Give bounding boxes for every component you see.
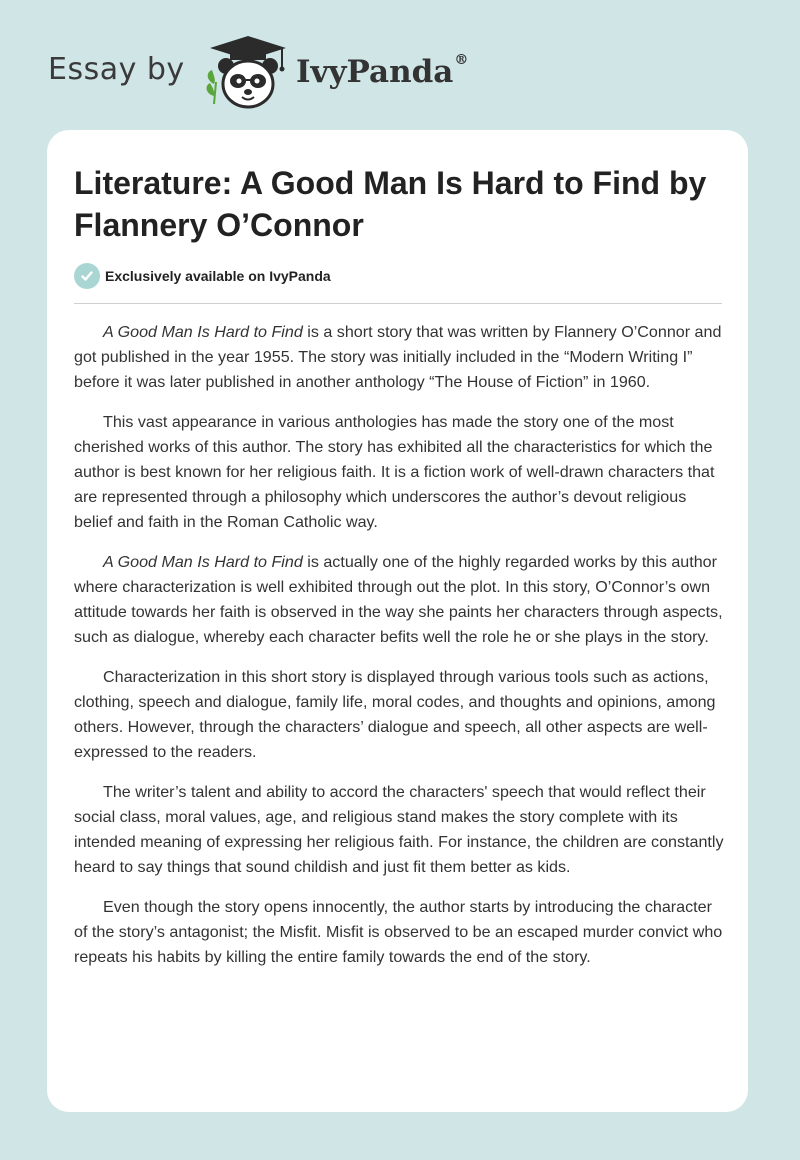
paragraph [74, 895, 724, 970]
paragraph [74, 665, 724, 765]
paragraph-text: Even though the story opens innocently, the author starts by introducing the character of the story’s antagonist; the Misfit. Misfit is observed to be an escaped murder convict who repeats his habits by killing the entire family towards the end of the story. [74, 898, 723, 966]
registered-mark: ® [454, 52, 469, 68]
divider [74, 303, 722, 304]
italic-title: A Good Man Is Hard to Find [103, 553, 303, 571]
paragraph-text: Characterization in this short story is displayed through various tools such as actions, clothing, speech and dialogue, family life, moral codes, and thoughts and opinions, among others. However, through the characters’ dialogue and speech, all other aspects are well-expressed to the readers. [74, 668, 716, 761]
italic-title: A Good Man Is Hard to Find [103, 323, 303, 341]
brand-name[interactable] [296, 54, 468, 90]
brand-text: IvyPanda [296, 54, 454, 90]
panda-logo-icon[interactable] [200, 34, 292, 110]
essay-title: Literature: A Good Man Is Hard to Find by Flannery O’Connor [74, 165, 707, 243]
paragraph-text: The writer’s talent and ability to accord the characters' speech that would reflect their social class, moral values, age, and religious stand makes the story complete with its intended meaning of expressing her religious faith. For instance, the children are constantly heard to say things that sound childish and just fit them better as kids. [74, 783, 724, 876]
paragraph-text: This vast appearance in various anthologies has made the story one of the most cherished works of this author. The story has exhibited all the characteristics for which the author is best known for her religious faith. It is a fiction work of well-drawn characters that are represented through a philosophy which underscores the author’s devout religious belief and faith in the Roman Catholic way. [74, 413, 715, 531]
exclusive-badge [74, 263, 331, 289]
essay-card [47, 130, 748, 1112]
paragraph-text: is a short story that was written by Flannery O’Connor and got published in the year 1955. The story was initially included in the “Modern Writing I” before it was later published in another anthology “The House of Fiction” in 1960. [74, 323, 722, 391]
essay-by-label: Essay by [48, 52, 185, 87]
essay-body [74, 320, 724, 985]
check-circle-icon [74, 263, 100, 289]
paragraph [74, 780, 724, 880]
paragraph [74, 550, 724, 650]
exclusive-label: Exclusively available on IvyPanda [105, 268, 331, 284]
paragraph [74, 320, 724, 395]
paragraph [74, 410, 724, 535]
site-header [0, 0, 800, 130]
ivy-leaf-icon [207, 70, 216, 104]
paragraph-text: is actually one of the highly regarded works by this author where characterization is well exhibited through out the plot. In this story, O’Connor’s own attitude towards her faith is observed in the way she paints her characters through aspects, such as dialogue, whereby each character befits well the role he or she plays in the story. [74, 553, 723, 646]
